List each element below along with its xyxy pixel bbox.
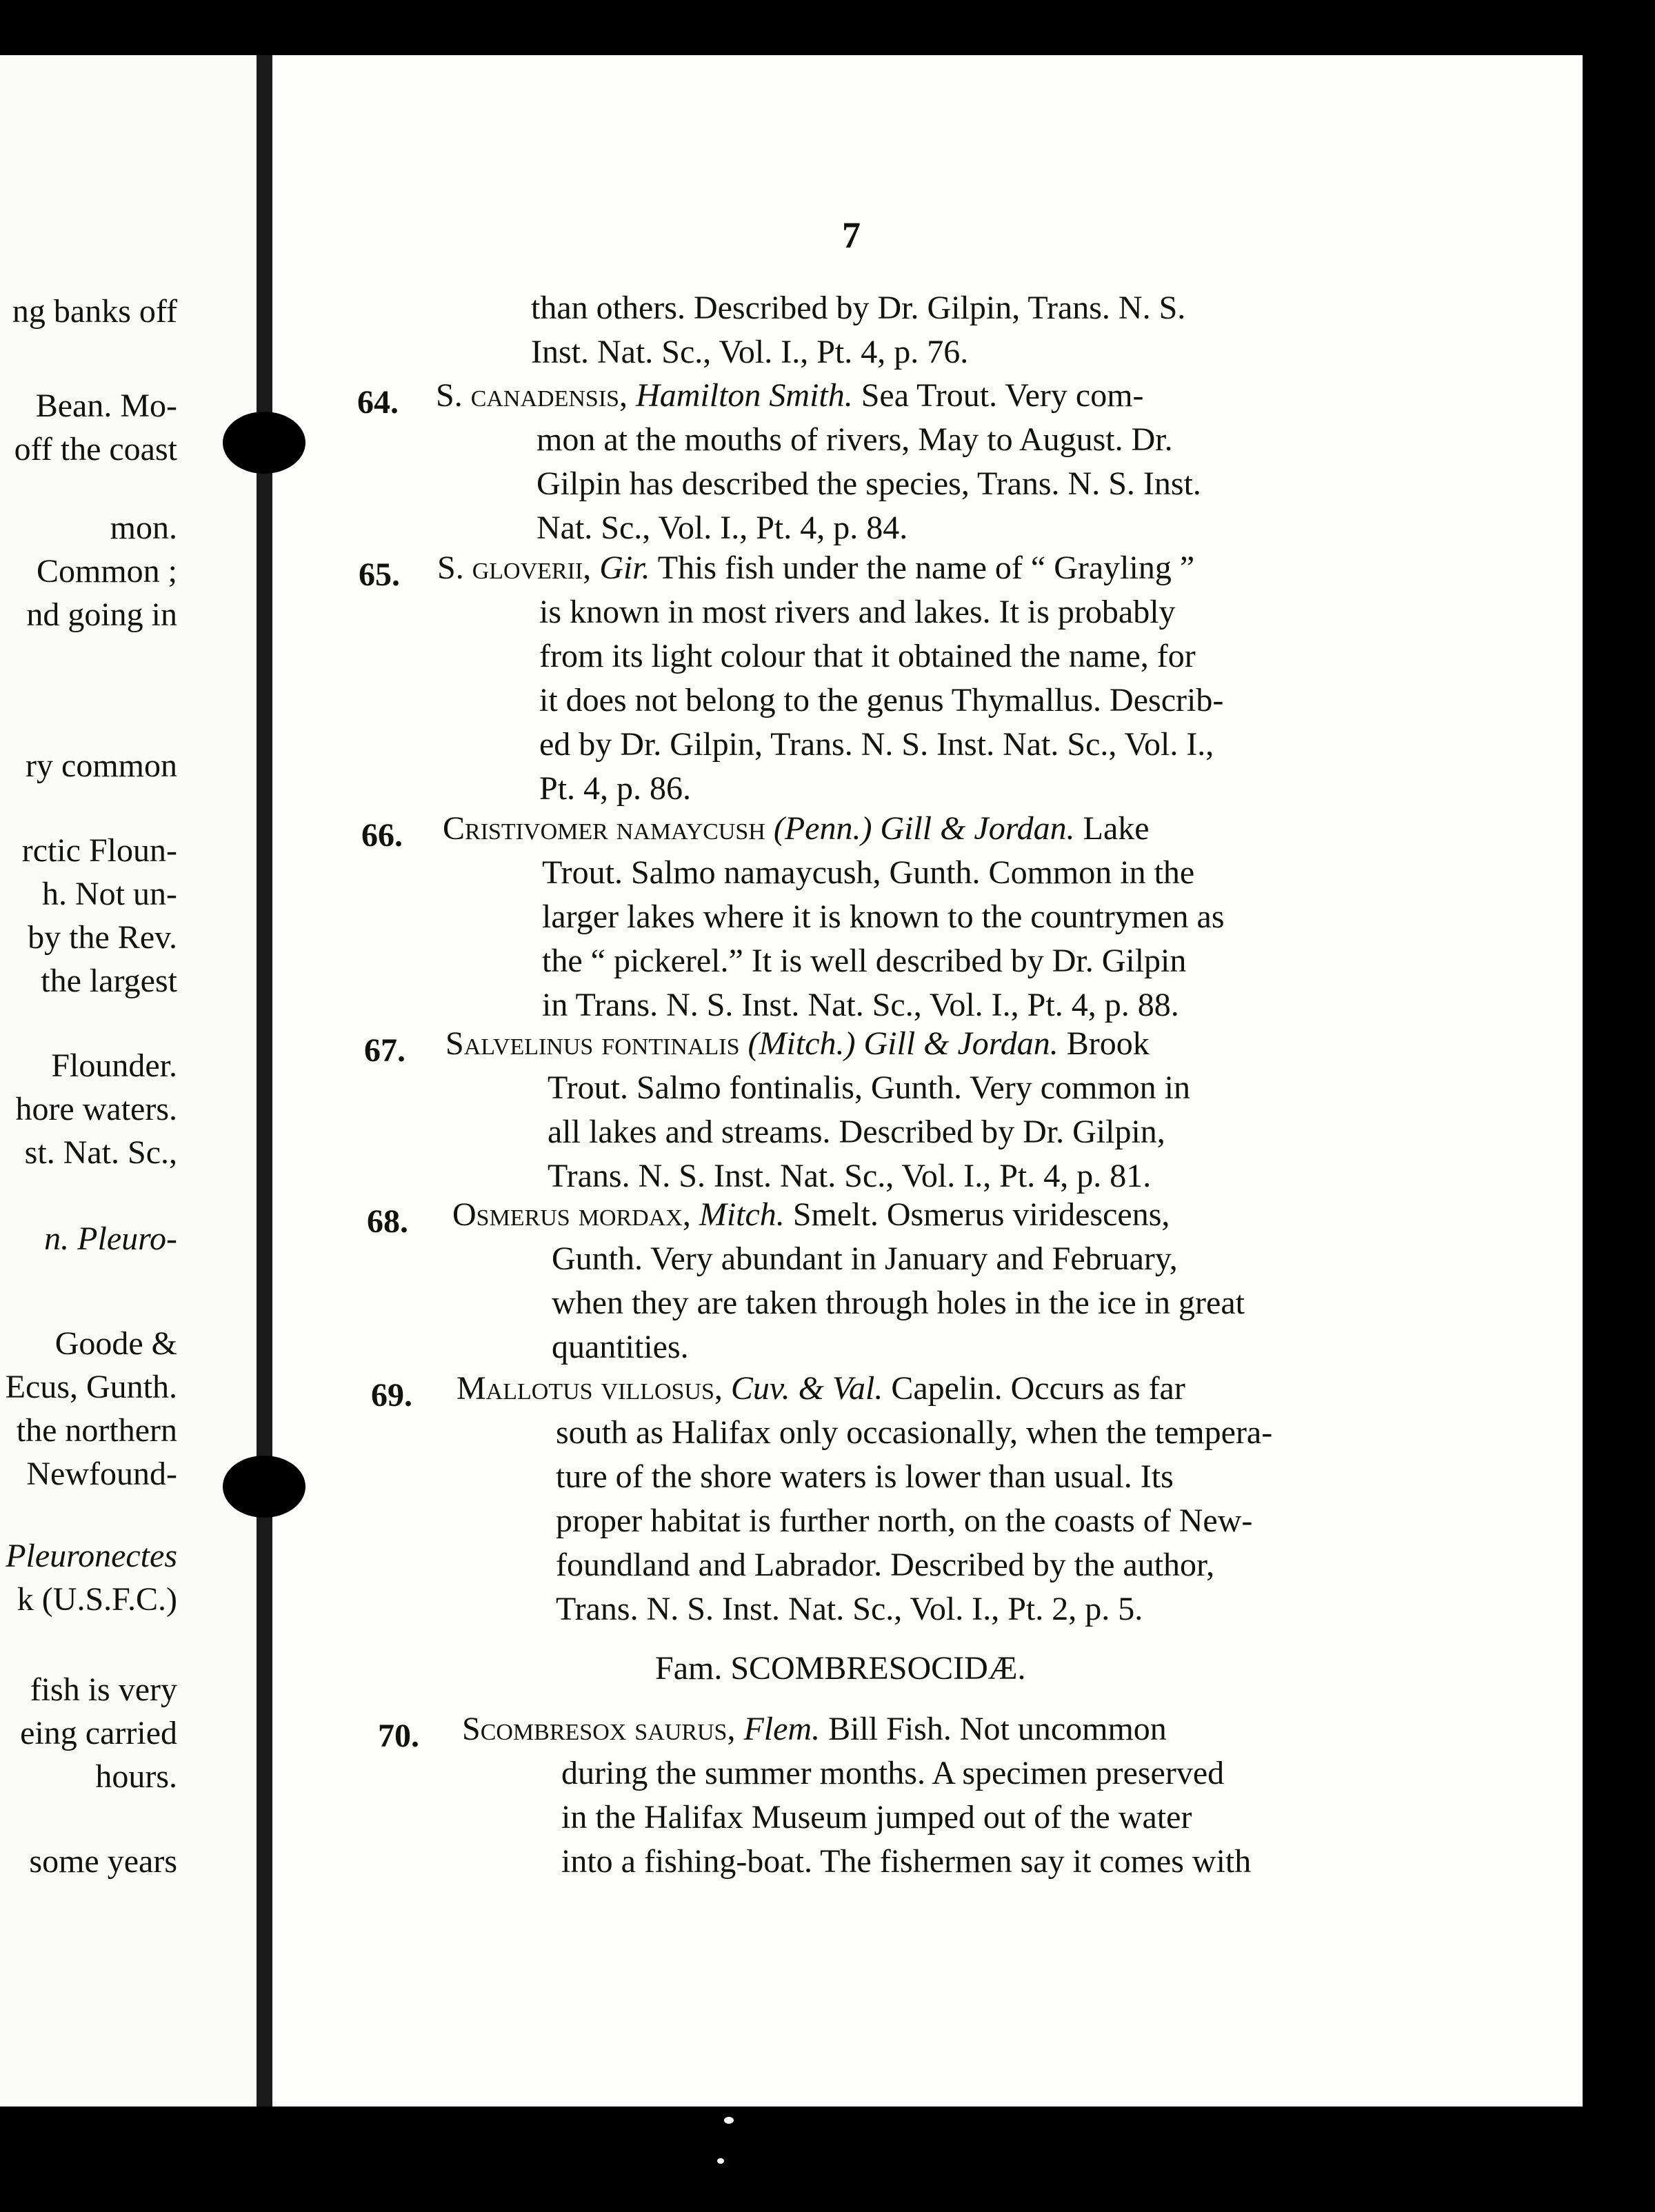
entry-number: 68. [367, 1203, 408, 1240]
dust-speck [717, 2158, 724, 2164]
text-line: than others. Described by Dr. Gilpin, Trans. N. S. [531, 290, 1186, 326]
species-name: Mallotus villosus, [457, 1370, 723, 1407]
page-number: 7 [842, 214, 861, 256]
species-name: Osmerus mordax, [452, 1196, 691, 1233]
text-line: south as Halifax only occasionally, when the tempera- [556, 1414, 1273, 1451]
species-author: (Mitch.) Gill & Jordan. [748, 1025, 1059, 1062]
left-line: mon. [110, 510, 177, 546]
species-entry-heading [443, 812, 1150, 845]
left-line: eing carried [20, 1715, 177, 1751]
left-line: hore waters. [15, 1091, 177, 1127]
species-name: S. gloverii, [437, 550, 592, 586]
left-line: rctic Floun- [21, 832, 177, 869]
text-line: during the summer months. A specimen preserved [561, 1755, 1225, 1791]
left-line: the northern [16, 1412, 177, 1449]
species-name: S. canadensis, [436, 377, 628, 414]
entry-number: 65. [359, 556, 400, 593]
text-line: quantities. [552, 1329, 689, 1365]
left-line: st. Nat. Sc., [24, 1134, 177, 1171]
left-page-fragment [0, 55, 257, 2107]
species-entry-heading [445, 1027, 1150, 1060]
entry-text: Lake [1074, 810, 1150, 847]
entry-text: This fish under the name of “ Grayling ” [650, 550, 1195, 586]
left-line: ry common [26, 747, 177, 784]
entry-number: 70. [378, 1718, 419, 1754]
text-line: proper habitat is further north, on the coasts of New- [556, 1502, 1253, 1539]
text-line: Pt. 4, p. 86. [539, 770, 692, 807]
text-line: ture of the shore waters is lower than usual. Its [556, 1458, 1174, 1495]
entry-text: Capelin. Occurs as far [883, 1370, 1185, 1407]
left-line: Ecus, Gunth. [5, 1369, 177, 1405]
left-line: nd going in [26, 596, 177, 633]
left-line: Goode & [54, 1325, 177, 1362]
left-line: fish is very [30, 1671, 177, 1708]
entry-text: Brook [1058, 1025, 1150, 1062]
text-line: it does not belong to the genus Thymallus. Describ- [539, 682, 1224, 718]
binding-hole [223, 412, 305, 474]
left-line: Common ; [36, 553, 177, 590]
left-line: n. Pleuro- [44, 1220, 177, 1257]
species-entry-heading [452, 1198, 1170, 1231]
text-line: Nat. Sc., Vol. I., Pt. 4, p. 84. [536, 510, 908, 546]
species-author: Cuv. & Val. [730, 1370, 883, 1407]
text-line: Inst. Nat. Sc., Vol. I., Pt. 4, p. 76. [531, 334, 969, 370]
left-line: Pleuronectes [6, 1538, 177, 1574]
species-author: Mitch. [699, 1196, 785, 1233]
text-line: from its light colour that it obtained the name, for [539, 638, 1196, 674]
binding-hole [223, 1456, 305, 1518]
left-line: hours. [95, 1758, 177, 1795]
text-line: in the Halifax Museum jumped out of the water [561, 1799, 1192, 1836]
left-line: ng banks off [12, 293, 177, 330]
entry-number: 66. [361, 817, 403, 854]
species-name: Cristivomer namaycush [443, 810, 765, 847]
entry-text: Smelt. Osmerus viridescens, [784, 1196, 1170, 1233]
left-line: off the coast [14, 431, 177, 467]
species-author: Hamilton Smith. [636, 377, 853, 414]
text-line: Trout. Salmo namaycush, Gunth. Common in the [542, 854, 1195, 891]
text-line: in Trans. N. S. Inst. Nat. Sc., Vol. I., Pt. 4, p. 88. [542, 987, 1179, 1023]
species-entry-heading [437, 552, 1194, 585]
family-heading: Fam. SCOMBRESOCIDÆ. [655, 1650, 1026, 1687]
entry-number: 64. [357, 384, 399, 421]
entry-text: Bill Fish. Not uncommon [820, 1711, 1167, 1747]
text-line: larger lakes where it is known to the countrymen as [542, 898, 1225, 935]
text-line: ed by Dr. Gilpin, Trans. N. S. Inst. Nat. Sc., Vol. I., [539, 726, 1214, 763]
text-line: mon at the mouths of rivers, May to August. Dr. [536, 421, 1173, 458]
left-line: by the Rev. [28, 919, 177, 956]
page-gutter [257, 55, 272, 2107]
text-line: Gunth. Very abundant in January and February, [552, 1240, 1178, 1277]
left-line: Newfound- [26, 1456, 177, 1492]
entry-number: 69. [371, 1377, 412, 1414]
left-line: Flounder. [51, 1047, 177, 1084]
species-entry-heading [462, 1713, 1167, 1746]
species-entry-heading [436, 379, 1144, 412]
left-line: the largest [41, 963, 177, 999]
entry-number: 67. [364, 1032, 405, 1069]
left-line: h. Not un- [42, 876, 177, 912]
text-line: foundland and Labrador. Described by the author, [556, 1547, 1215, 1583]
text-line: into a fishing-boat. The fishermen say it comes with [561, 1843, 1252, 1880]
species-name: Salvelinus fontinalis [445, 1025, 740, 1062]
left-line: k (U.S.F.C.) [17, 1581, 177, 1618]
text-line: Trans. N. S. Inst. Nat. Sc., Vol. I., Pt. 4, p. 81. [548, 1158, 1152, 1194]
species-name: Scombresox saurus, [462, 1711, 736, 1747]
dust-speck [724, 2117, 734, 2124]
left-line: Bean. Mo- [35, 388, 177, 424]
text-line: the “ pickerel.” It is well described by Dr. Gilpin [542, 943, 1187, 979]
text-line: all lakes and streams. Described by Dr. Gilpin, [548, 1114, 1165, 1150]
species-author: (Penn.) Gill & Jordan. [773, 810, 1075, 847]
species-author: Gir. [599, 550, 650, 586]
text-line: Gilpin has described the species, Trans. N. S. Inst. [536, 465, 1201, 502]
text-line: Trans. N. S. Inst. Nat. Sc., Vol. I., Pt. 2, p. 5. [556, 1591, 1143, 1627]
text-line: is known in most rivers and lakes. It is probably [539, 594, 1176, 630]
entry-text: Sea Trout. Very com- [852, 377, 1144, 414]
text-line: when they are taken through holes in the ice in great [552, 1285, 1245, 1321]
text-line: Trout. Salmo fontinalis, Gunth. Very common in [548, 1069, 1191, 1106]
species-entry-heading [457, 1372, 1185, 1405]
left-line: some years [29, 1843, 177, 1880]
species-author: Flem. [743, 1711, 821, 1747]
